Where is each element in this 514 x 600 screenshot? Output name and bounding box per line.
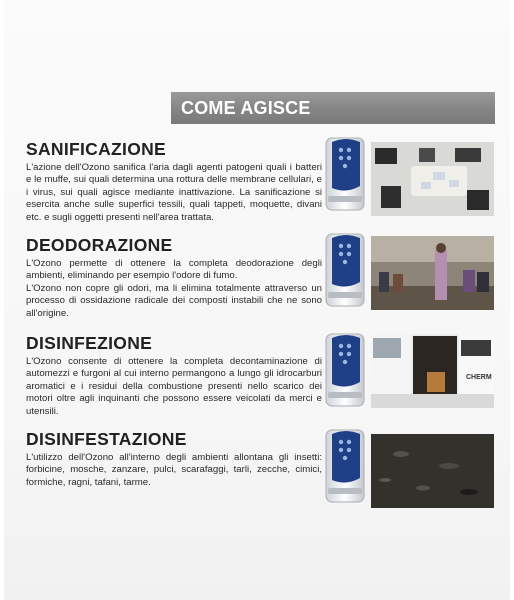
van-photo xyxy=(371,334,494,408)
section-disinfezione xyxy=(26,334,322,418)
section-text: L'utilizzo dell'Ozono all'interno degli ambienti allontana gli insetti: forbicine, mosche, zanzare, pulci, scarafaggi, tarli, zecche, cimici, formiche, ragni, tafani, tarme. xyxy=(26,452,322,488)
section-title: DISINFEZIONE xyxy=(26,333,153,353)
section-text: L'Ozono permette di ottenere la completa deodorazione degli ambienti, eliminando per esempio l'odore di fumo. xyxy=(26,258,322,282)
section-disinfestazione xyxy=(26,430,322,489)
section-title: DISINFESTAZIONE xyxy=(26,429,187,449)
ozone-device-icon xyxy=(322,232,366,308)
waiting-room-photo xyxy=(371,236,494,310)
section-title: SANIFICAZIONE xyxy=(26,139,167,159)
section-title: DEODORAZIONE xyxy=(26,235,173,255)
banner-title: COME AGISCE xyxy=(181,98,311,118)
ozone-device-icon xyxy=(322,136,366,212)
van-brand-text: CHERM xyxy=(466,374,492,381)
dark-floor-photo xyxy=(371,434,494,508)
section-deodorazione xyxy=(26,236,322,320)
ozone-device-icon xyxy=(322,332,366,408)
section-sanificazione xyxy=(26,140,322,224)
brochure-page xyxy=(4,0,510,600)
section-text: L'Ozono non copre gli odori, ma li elimina totalmente attraverso un processo di ossidazione radicale dei composti instabili che ne sono all'origine. xyxy=(26,282,322,319)
ozone-device-icon xyxy=(322,428,366,504)
section-banner xyxy=(171,92,495,124)
section-text: L'azione dell'Ozono sanifica l'aria dagli agenti patogeni quali i batteri e le muffe, sui quali determina una rottura delle membrane cellulari, e i virus, sui quali agisce mediante inattivazione. La sanificazione si esercita anche sulle superfici tessili, quali tappeti, moquette, divani etc. e sugli oggetti presenti nell'area trattata. xyxy=(26,162,322,223)
office-meeting-photo xyxy=(371,142,494,216)
section-text: L'Ozono consente di ottenere la completa decontaminazione di automezzi e furgoni al cui interno permangono a lungo gli idrocarburi aromatici e i residui della combustione presenti nello scarico dei motori oltre agli inquinanti che possono essere veicolati da merci e utensili. xyxy=(26,356,322,417)
